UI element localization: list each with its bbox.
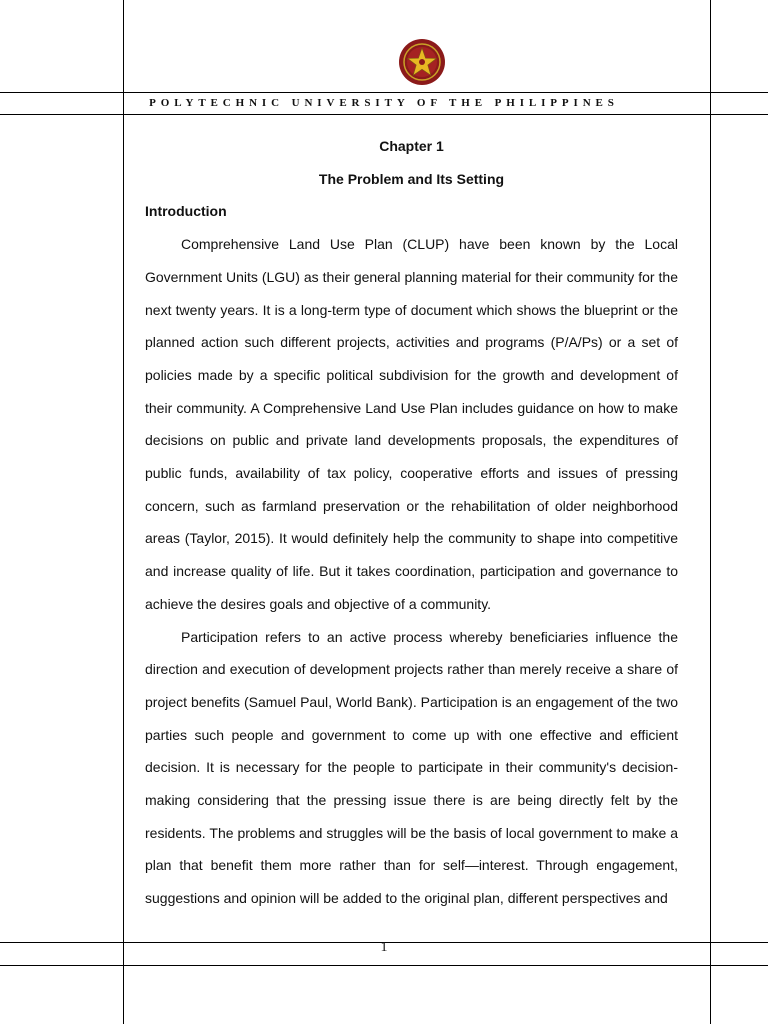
page-number: 1 <box>380 940 388 955</box>
university-seal-icon <box>398 38 446 86</box>
chapter-title: The Problem and Its Setting <box>318 170 505 187</box>
left-margin-line <box>123 0 124 1024</box>
footer-bottom-line <box>0 965 768 966</box>
chapter-label: Chapter 1 <box>379 138 444 154</box>
header-top-line <box>0 92 768 93</box>
header-bottom-line <box>0 114 768 115</box>
document-body <box>145 130 678 915</box>
section-heading: Introduction <box>145 203 227 220</box>
paragraph: Comprehensive Land Use Plan (CLUP) have been known by the Local Government Units (LGU) as their general planning material for their community for the next twenty years. It is a long-term type of document which shows the blueprint or the planned action such different projects, activities and programs (P/A/Ps) or a set of policies made by a specific political subdivision for the growth and development of their community. A Comprehensive Land Use Plan includes guidance on how to make decisions on public and private land developments proposals, the expenditures of public funds, availability of tax policy, cooperative efforts and issues of pressing concern, such as farmland preservation or the rehabilitation of older neighborhood areas (Taylor, 2015). It would definitely help the community to shape into competitive and increase quality of life. But it takes coordination, participation and governance to achieve the desires goals and objective of a community. <box>145 236 678 612</box>
right-margin-line <box>710 0 711 1024</box>
paragraph: Participation refers to an active process whereby beneficiaries influence the direction and execution of development projects rather than merely receive a share of project benefits (Samuel Paul, World Bank). Participation is an engagement of the two parties such people and government to come up with one effective and efficient decision. It is necessary for the people to participate in their community's decision-making considering that the pressing issue there is are being directly felt by the residents. The problems and struggles will be the basis of local government to make a plan that benefit them more rather than for self—interest. Through engagement, suggestions and opinion will be added to the original plan, different perspectives and <box>145 628 678 907</box>
university-name: POLYTECHNIC UNIVERSITY OF THE PHILIPPINES <box>149 97 619 109</box>
